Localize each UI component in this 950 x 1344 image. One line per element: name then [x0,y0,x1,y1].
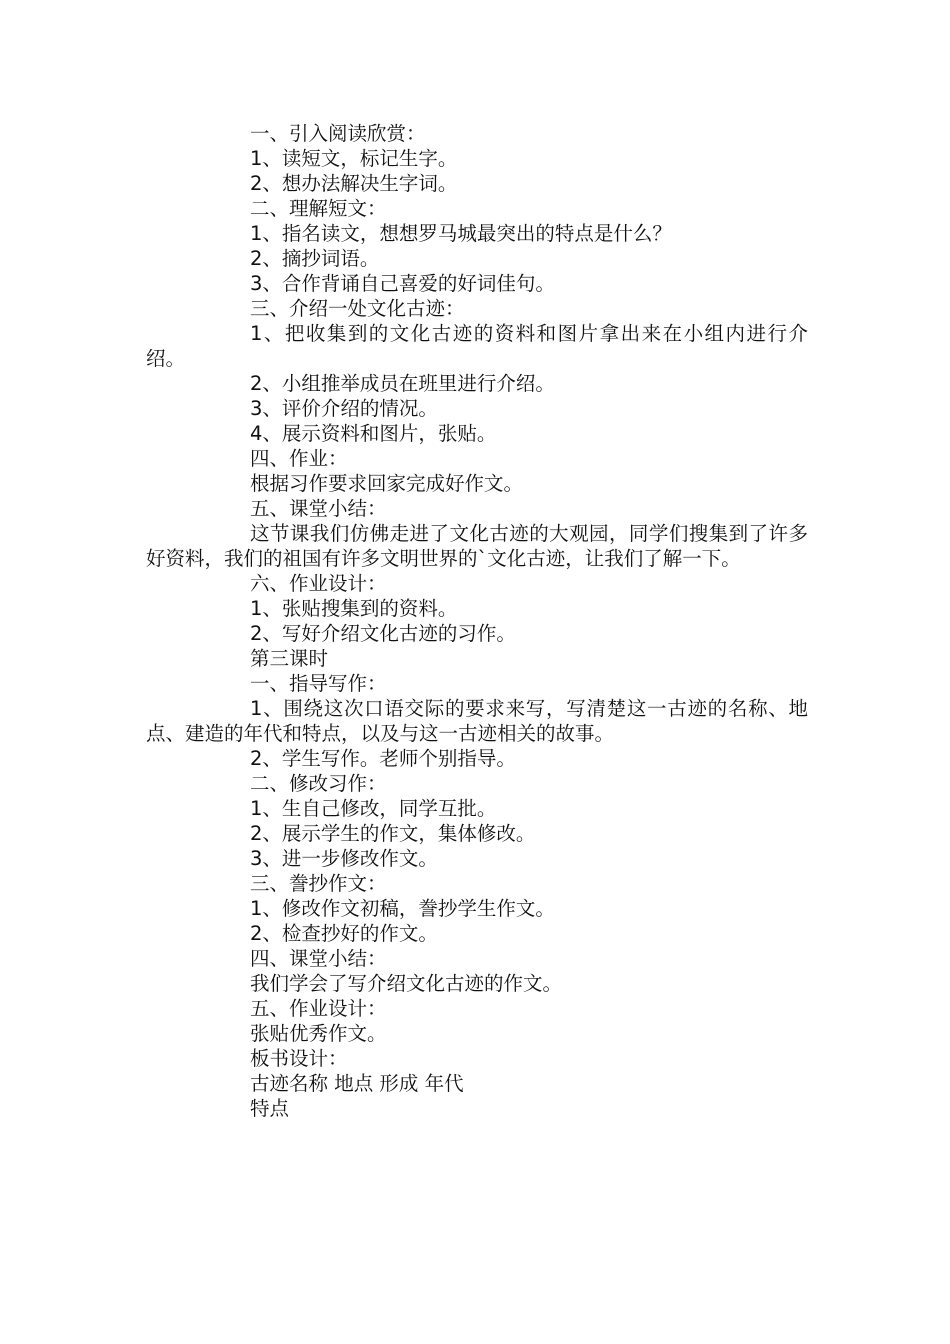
list-item: 根据习作要求回家完成好作文。 [250,472,524,495]
document-body [146,121,808,1121]
list-item: 3、评价介绍的情况。 [250,397,438,420]
paragraph: 1、围绕这次口语交际的要求来写，写清楚这一古迹的名称、地点、建造的年代和特点，以及与这一古迹相关的故事。 [146,697,808,745]
section-heading: 五、作业设计： [250,997,387,1020]
list-item: 2、展示学生的作文，集体修改。 [250,822,536,845]
list-item: 1、修改作文初稿，誊抄学生作文。 [250,897,555,920]
list-item: 2、想办法解决生字词。 [250,172,458,195]
section-heading: 二、修改习作： [250,772,387,795]
board-design-row: 特点 [250,1097,290,1120]
list-item: 2、检查抄好的作文。 [250,922,438,945]
list-item: 1、读短文，标记生字。 [250,147,458,170]
list-item: 2、学生写作。老师个别指导。 [250,747,516,770]
list-item: 1、张贴搜集到的资料。 [250,597,458,620]
paragraph: 1、把收集到的文化古迹的资料和图片拿出来在小组内进行介绍。 [146,322,808,370]
list-item: 2、摘抄词语。 [250,247,380,270]
paragraph: 这节课我们仿佛走进了文化古迹的大观园，同学们搜集到了许多好资料，我们的祖国有许多文明世界的`文化古迹，让我们了解一下。 [146,522,808,570]
list-item: 3、合作背诵自己喜爱的好词佳句。 [250,272,555,295]
list-item: 1、指名读文，想想罗马城最突出的特点是什么？ [250,222,672,245]
list-item: 我们学会了写介绍文化古迹的作文。 [250,972,563,995]
list-item: 1、生自己修改，同学互批。 [250,797,497,820]
list-item: 2、写好介绍文化古迹的习作。 [250,622,516,645]
list-item: 2、小组推举成员在班里进行介绍。 [250,372,555,395]
section-heading: 一、引入阅读欣赏： [250,122,426,145]
section-heading: 四、作业： [250,447,348,470]
section-heading: 五、课堂小结： [250,497,387,520]
section-heading: 一、指导写作： [250,672,387,695]
list-item: 4、展示资料和图片，张贴。 [250,422,497,445]
section-heading: 二、理解短文： [250,197,387,220]
section-heading: 板书设计： [250,1047,348,1070]
section-heading: 四、课堂小结： [250,947,387,970]
list-item: 张贴优秀作文。 [250,1022,387,1045]
board-design-row: 古迹名称 地点 形成 年代 [250,1072,464,1095]
section-heading: 三、介绍一处文化古迹： [250,297,465,320]
section-heading: 六、作业设计： [250,572,387,595]
section-heading: 第三课时 [250,647,329,670]
list-item: 3、进一步修改作文。 [250,847,438,870]
section-heading: 三、誊抄作文： [250,872,387,895]
